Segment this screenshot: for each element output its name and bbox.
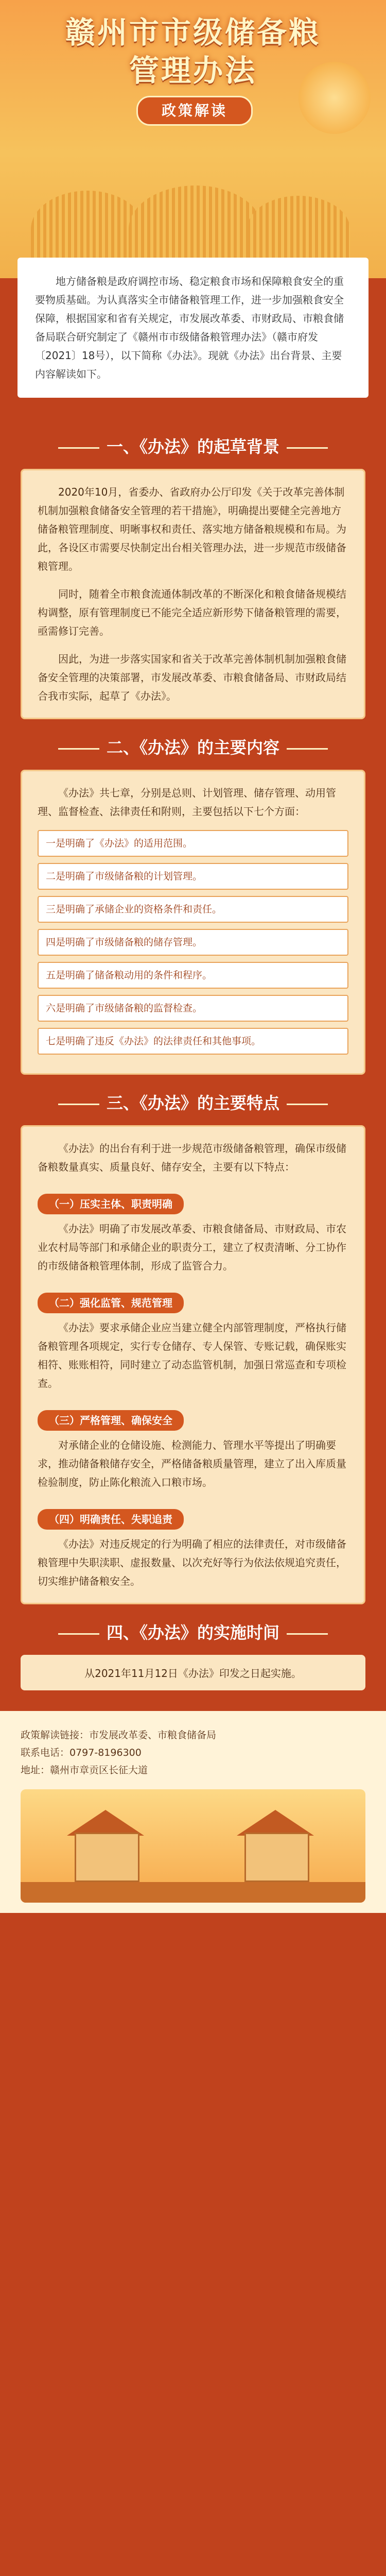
feature-heading: （三）严格管理、确保安全 <box>38 1410 184 1431</box>
section-title-text: 三、《办法》的主要特点 <box>106 1093 279 1113</box>
page-title <box>0 13 386 90</box>
section-title-text: 四、《办法》的实施时间 <box>106 1623 279 1642</box>
roof-icon <box>237 1810 314 1836</box>
paragraph: 2020年10月，省委办、省政府办公厅印发《关于改革完善体制机制加强粮食储备安全管理的若干措施》，明确提出要健全完善地方储备粮管理制度、明晰事权和责任、落实地方储备粮规模和布局。为此，各设区市需要尽快制定出台相关管理办法，进一步规范市级储备粮管理。 <box>38 486 346 572</box>
feature-text: 《办法》要求承储企业应当建立健全内部管理制度，严格执行储备粮管理各项规定，实行专仓储存、专人保管、专账记载，确保账实相符、账账相符，同时建立了动态监管机制，加强日常巡查和专项检查。 <box>38 1321 346 1389</box>
content-panel <box>21 770 365 1075</box>
feature-text: 《办法》明确了市发展改革委、市粮食储备局、市财政局、市农业农村局等部门和承储企业的职责分工，建立了权责清晰、分工协作的市级储备粮管理体制，形成了监管合力。 <box>38 1223 346 1272</box>
feature-text: 对承储企业的仓储设施、检测能力、管理水平等提出了明确要求，推动储备粮储存安全，严格储备粮质量管理，建立了出入库质量检验制度，防止陈化粮流入口粮市场。 <box>38 1439 346 1488</box>
footer <box>0 1711 386 1913</box>
footer-line: 地址：赣州市章贡区长征大道 <box>21 1765 148 1776</box>
feature-text: 《办法》对违反规定的行为明确了相应的法律责任，对市级储备粮管理中失职渎职、虚报数量、以次充好等行为依法依规追究责任，切实维护储备粮安全。 <box>38 1538 346 1587</box>
section-title <box>0 434 386 457</box>
list-item: 七是明确了违反《办法》的法律责任和其他事项。 <box>38 1028 348 1055</box>
intro-paragraph: 地方储备粮是政府调控市场、稳定粮食市场和保障粮食安全的重要物质基础。为认真落实全市储备粮管理工作，进一步加强粮食安全保障，根据国家和省有关规定，市发展改革委、市财政局、市粮食储备局联合研究制定了《赣州市市级储备粮管理办法》（赣市府发〔2021〕18号），以下简称《办法》。现就《办法》出台背景、主要内容解读如下。 <box>17 258 369 398</box>
section-title-text: 二、《办法》的主要内容 <box>106 738 279 757</box>
paragraph: 因此，为进一步落实国家和省关于改革完善体制机制加强粮食储备安全管理的决策部署，市发展改革委、市粮食储备局、市财政局结合我市实际，起草了《办法》。 <box>38 653 346 702</box>
paragraph: 同时，随着全市粮食流通体制改革的不断深化和粮食储备规模结构调整，原有管理制度已不能完全适应新形势下储备粮管理的需要，亟需修订完善。 <box>38 588 346 637</box>
header-banner <box>0 0 386 278</box>
list-item: 四是明确了市级储备粮的储存管理。 <box>38 929 348 956</box>
haystack-icon <box>247 196 350 263</box>
countryside-illustration <box>21 1789 365 1903</box>
house-icon <box>244 1833 309 1882</box>
ground-decoration <box>21 1882 365 1903</box>
features-panel <box>21 1125 365 1604</box>
footer-line: 联系电话：0797-8196300 <box>21 1747 142 1758</box>
list-item: 五是明确了储备粮动用的条件和程序。 <box>38 962 348 989</box>
section-title <box>0 1090 386 1114</box>
footer-line: 政策解读链接：市发展改革委、市粮食储备局 <box>21 1730 217 1741</box>
section-title <box>0 1620 386 1643</box>
section-title-text: 一、《办法》的起草背景 <box>106 437 279 456</box>
feature-heading: （二）强化监管、规范管理 <box>38 1293 184 1313</box>
implementation-time: 从2021年11月12日《办法》印发之日起实施。 <box>21 1655 365 1690</box>
list-item: 三是明确了承储企业的资格条件和责任。 <box>38 896 348 923</box>
section-title <box>0 735 386 758</box>
title-line2: 管理办法 <box>129 53 257 88</box>
list-item: 六是明确了市级储备粮的监督检查。 <box>38 995 348 1022</box>
feature-heading: （一）压实主体、职责明确 <box>38 1194 184 1214</box>
list-item: 一是明确了《办法》的适用范围。 <box>38 830 348 857</box>
haystack-icon <box>31 191 144 268</box>
policy-tag: 政策解读 <box>136 96 253 126</box>
background-panel <box>21 469 365 719</box>
list-item: 二是明确了市级储备粮的计划管理。 <box>38 863 348 890</box>
paragraph: 《办法》共七章，分别是总则、计划管理、储存管理、动用管理、监督检查、法律责任和附则，主要包括以下七个方面： <box>38 787 336 818</box>
title-line1: 赣州市市级储备粮 <box>65 15 321 50</box>
house-icon <box>75 1833 139 1882</box>
feature-heading: （四）明确责任、失职追责 <box>38 1509 184 1530</box>
roof-icon <box>67 1810 144 1836</box>
paragraph: 《办法》的出台有利于进一步规范市级储备粮管理，确保市级储备粮数量真实、质量良好、储存安全，主要有以下特点： <box>38 1142 346 1173</box>
